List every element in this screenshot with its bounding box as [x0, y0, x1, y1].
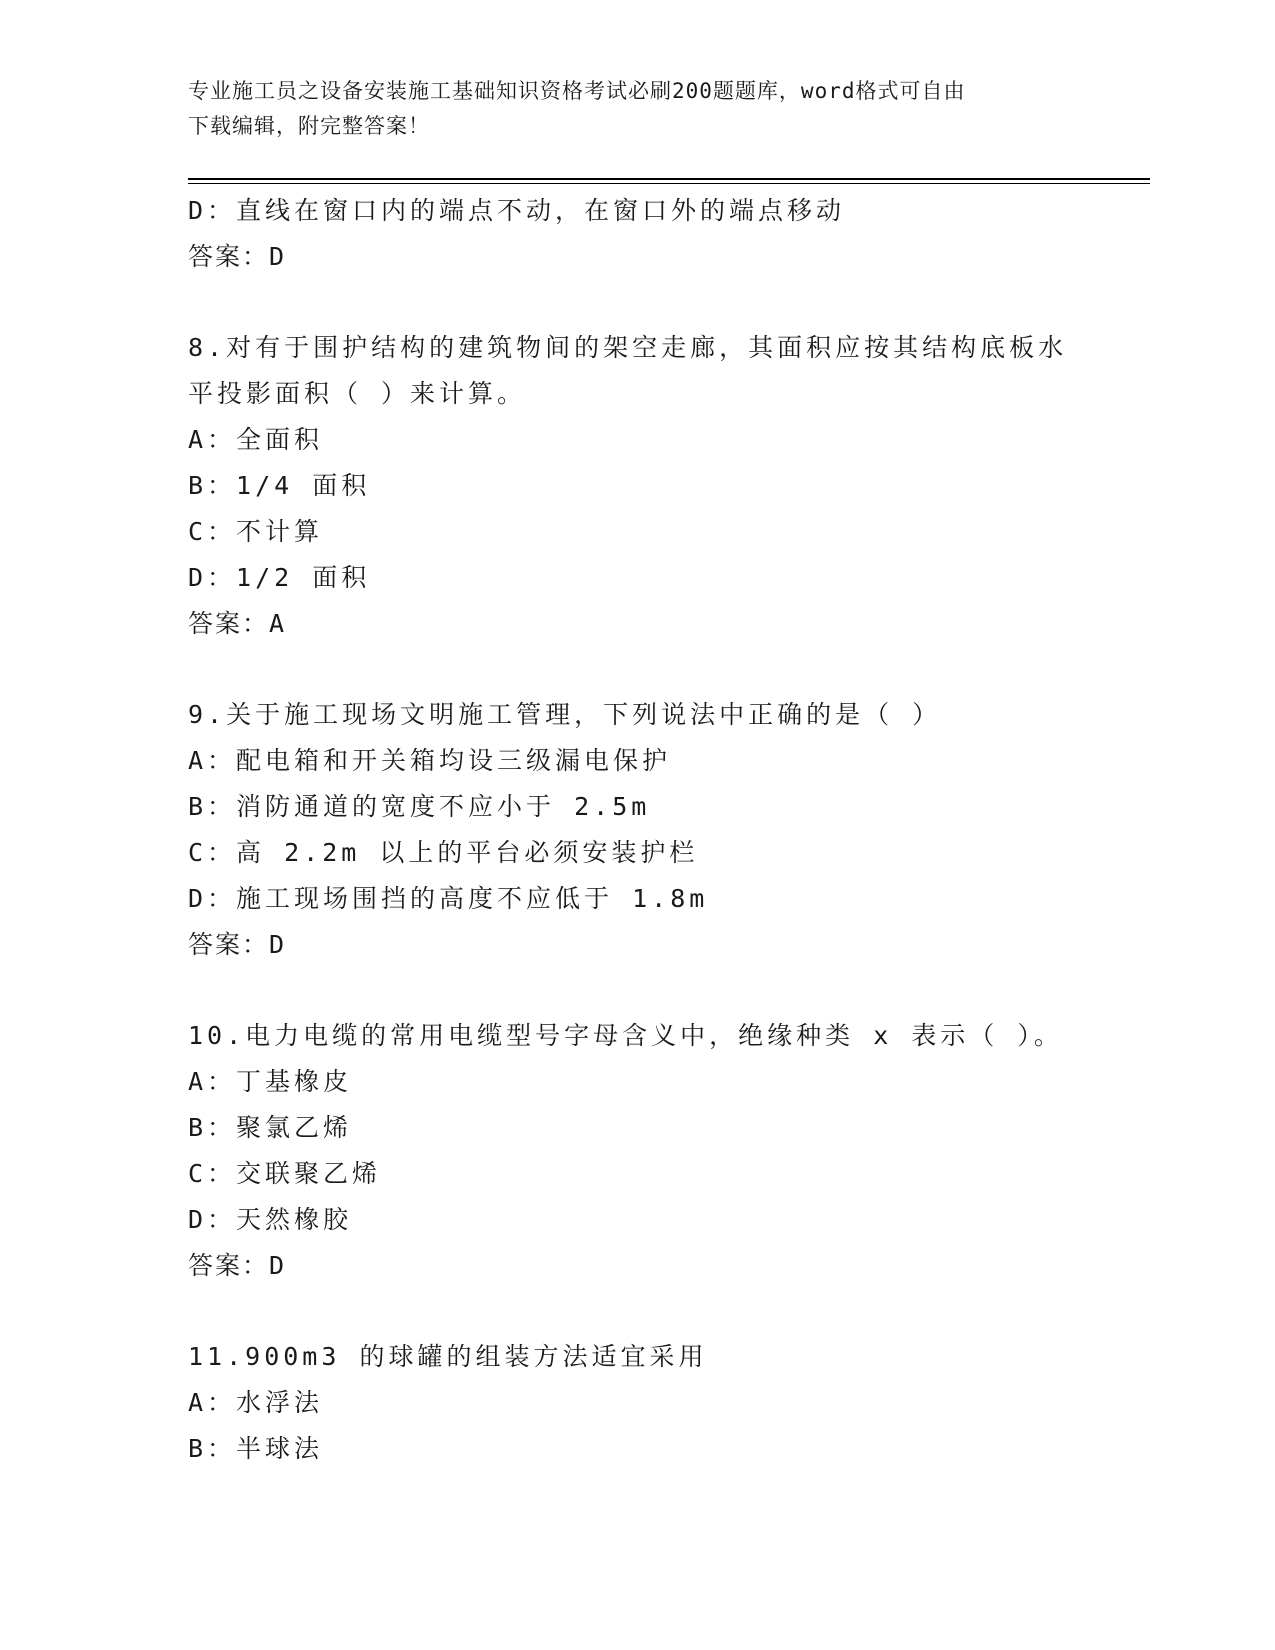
question-9-title: 9.关于施工现场文明施工管理，下列说法中正确的是（ ） — [188, 700, 942, 729]
answer-line: 答案：D — [188, 930, 287, 959]
option-b: B：消防通道的宽度不应小于 2.5m — [188, 792, 651, 821]
header-line-1: 专业施工员之设备安装施工基础知识资格考试必刷200题题库，word格式可自由 — [188, 79, 966, 103]
spacer — [188, 1289, 1088, 1334]
document-header — [188, 74, 1088, 144]
option-c: C：高 2.2m 以上的平台必须安装护栏 — [188, 838, 699, 867]
question-8-title-cont: 平投影面积（ ）来计算。 — [188, 379, 527, 408]
option-b: B：1/4 面积 — [188, 471, 371, 500]
option-d: D：直线在窗口内的端点不动，在窗口外的端点移动 — [188, 196, 846, 225]
spacer — [188, 647, 1088, 692]
answer-line: 答案：D — [188, 1251, 287, 1280]
option-d: D：1/2 面积 — [188, 563, 371, 592]
option-c: C：不计算 — [188, 517, 324, 546]
question-list — [188, 188, 1088, 1472]
header-line-2: 下载编辑，附完整答案！ — [188, 114, 430, 138]
option-c: C：交联聚乙烯 — [188, 1159, 382, 1188]
question-8-title: 8.对有于围护结构的建筑物间的架空走廊，其面积应按其结构底板水 — [188, 333, 1068, 362]
spacer — [188, 280, 1088, 325]
question-10-title: 10.电力电缆的常用电缆型号字母含义中，绝缘种类 x 表示（ ）。 — [188, 1021, 1063, 1050]
answer-line: 答案：D — [188, 242, 287, 271]
header-rule-thin — [188, 183, 1150, 184]
option-a: A：丁基橡皮 — [188, 1067, 353, 1096]
option-b: B：半球法 — [188, 1434, 324, 1463]
question-11-title: 11.900m3 的球罐的组装方法适宜采用 — [188, 1342, 708, 1371]
option-d: D：施工现场围挡的高度不应低于 1.8m — [188, 884, 709, 913]
option-a: A：全面积 — [188, 425, 324, 454]
option-b: B：聚氯乙烯 — [188, 1113, 353, 1142]
option-d: D：天然橡胶 — [188, 1205, 353, 1234]
answer-line: 答案：A — [188, 609, 287, 638]
spacer — [188, 968, 1088, 1013]
option-a: A：配电箱和开关箱均设三级漏电保护 — [188, 746, 672, 775]
option-a: A：水浮法 — [188, 1388, 324, 1417]
header-rule-thick — [188, 178, 1150, 180]
